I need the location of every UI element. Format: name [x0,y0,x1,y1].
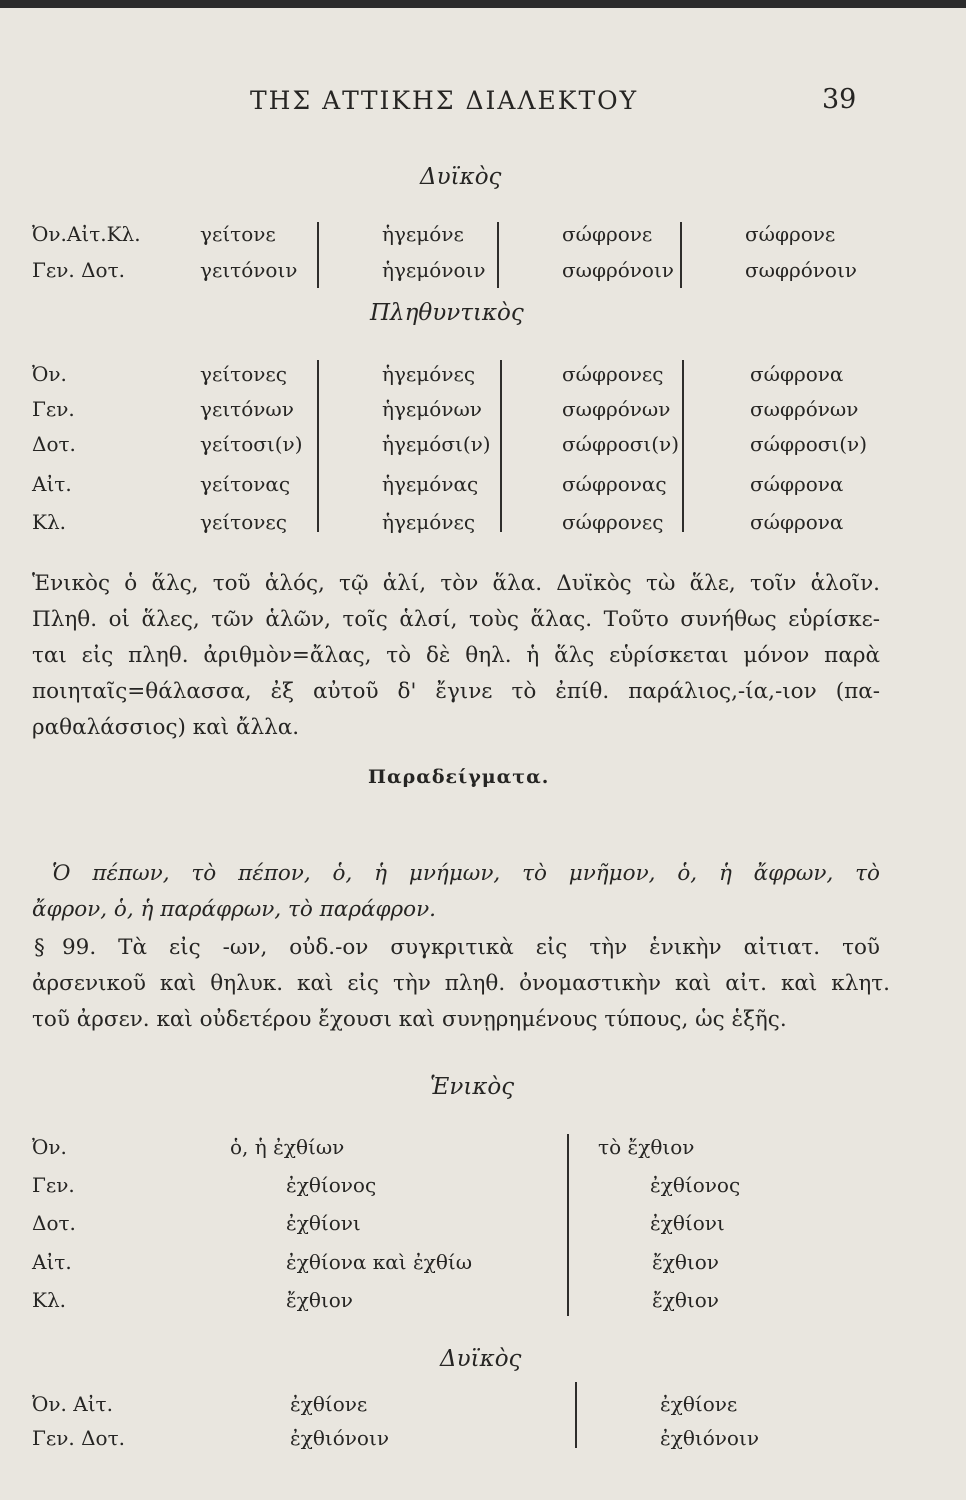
text-line: ραθαλάσσιος) καὶ ἄλλα. [32,715,300,740]
form-neuter: ἐχθίονε [660,1392,738,1416]
case-label: Αἰτ. [32,472,72,496]
form-sophron-neut: σωφρόνων [750,397,859,421]
page-number: 39 [822,84,857,115]
singular-heading-2: Ἑνικὸς [430,1074,515,1100]
form-hegemon: ἡγεμόσι(ν) [382,432,491,456]
column-divider [500,360,502,532]
form-geiton: γείτονας [200,472,291,496]
column-divider [317,222,319,288]
form-neuter: ἔχθιον [652,1250,719,1274]
form-sophron-neut: σώφρονα [750,472,844,496]
text-line: ποιηταῖς=θάλασσα, ἐξ αὐτοῦ δ' ἔγινε τὸ ἐπίθ. παράλιος,-ία,-ιον (πα- [32,679,880,704]
text-line: ἄφρον, ὁ, ἡ παράφρων, τὸ παράφρον. [32,897,437,922]
text-line: ἀρσενικοῦ καὶ θηλυκ. καὶ εἰς τὴν πληθ. ὀνομαστικὴν καὶ αἰτ. καὶ κλητ. [32,971,890,996]
case-label: Γεν. Δοτ. [32,1426,126,1450]
case-label: Γεν. [32,397,75,421]
form-masc-fem: ἐχθίονος [286,1173,377,1197]
dual-heading-2: Δυϊκὸς [440,1346,522,1372]
form-geiton: γειτόνοιν [200,258,298,282]
form-sophron-neut: σωφρόνοιν [745,258,857,282]
case-label: Κλ. [32,1288,66,1312]
case-label: Ὀν.Αἰτ.Κλ. [32,222,141,246]
section-99-body [32,966,890,1038]
column-divider [567,1134,569,1316]
case-label: Ὀν. [32,362,67,386]
form-sophron-masc: σώφρονας [562,472,667,496]
text-line: ται εἰς πληθ. ἀριθμὸν=ἄλας, τὸ δὲ θηλ. ἡ ἅλς εὑρίσκεται μόνον παρὰ [32,643,880,668]
case-label: Γεν. Δοτ. [32,258,126,282]
form-sophron-neut: σώφρονα [750,510,844,534]
form-neuter: τὸ ἔχθιον [598,1135,695,1159]
case-label: Αἰτ. [32,1250,72,1274]
form-neuter: ἐχθίονος [650,1173,741,1197]
form-sophron-masc: σώφρονε [562,222,653,246]
text-line: Ἑνικὸς ὁ ἅλς, τοῦ ἁλός, τῷ ἁλί, τὸν ἅλα. Δυϊκὸς τὼ ἅλε, τοῖν ἁλοῖν. [32,571,880,596]
form-hegemon: ἡγεμόνε [382,222,464,246]
paragraph-als [32,566,880,746]
form-geiton: γείτονες [200,362,287,386]
form-hegemon: ἡγεμόνων [382,397,482,421]
dual-heading-1: Δυϊκὸς [420,164,502,190]
form-masc-fem: ἐχθίονι [286,1211,361,1235]
form-geiton: γείτοσι(ν) [200,432,303,456]
text-line: Ὁ πέπων, τὸ πέπον, ὁ, ἡ μνήμων, τὸ μνῆμον, ὁ, ἡ ἄφρων, τὸ [52,861,880,886]
form-sophron-masc: σώφρονες [562,362,664,386]
column-divider [682,360,684,532]
form-masc-fem: ἔχθιον [286,1288,353,1312]
form-masc-fem: ἐχθίονε [290,1392,368,1416]
form-sophron-masc: σωφρόνοιν [562,258,674,282]
examples-paragraph-cont [32,892,880,928]
text-line: 99. Τὰ εἰς -ων, οὐδ.-ον συγκριτικὰ εἰς τὴν ἑνικὴν αἰτιατ. τοῦ [62,935,880,960]
column-divider [575,1382,577,1448]
form-geiton: γείτονε [200,222,276,246]
text-line: Πληθ. οἱ ἅλες, τῶν ἁλῶν, τοῖς ἁλσί, τοὺς ἅλας. Τοῦτο συνήθως εὑρίσκε- [32,607,880,632]
column-divider [317,360,319,532]
plural-heading-1: Πληθυντικὸς [370,300,524,326]
case-label: Κλ. [32,510,66,534]
form-sophron-neut: σώφρονε [745,222,836,246]
case-label: Ὀν. Αἰτ. [32,1392,113,1416]
form-neuter: ἐχθιόνοιν [660,1426,759,1450]
case-label: Δοτ. [32,432,76,456]
column-divider [497,222,499,288]
form-sophron-neut: σώφροσι(ν) [750,432,868,456]
form-hegemon: ἡγεμόνοιν [382,258,486,282]
column-divider [680,222,682,288]
section-mark: § [34,935,45,960]
section-99-first [62,930,880,966]
form-neuter: ἐχθίονι [650,1211,725,1235]
form-hegemon: ἡγεμόνας [382,472,479,496]
form-masc-fem: ἐχθίονα καὶ ἐχθίω [286,1250,473,1274]
form-hegemon: ἡγεμόνες [382,362,476,386]
form-sophron-neut: σώφρονα [750,362,844,386]
form-masc-fem: ὁ, ἡ ἐχθίων [230,1135,345,1159]
examples-paragraph [52,856,880,892]
case-label: Γεν. [32,1173,75,1197]
form-sophron-masc: σώφρονες [562,510,664,534]
form-sophron-masc: σωφρόνων [562,397,671,421]
text-line: τοῦ ἀρσεν. καὶ οὐδετέρου ἔχουσι καὶ συνῃρημένους τύπους, ὡς ἑξῆς. [32,1007,787,1032]
case-label: Δοτ. [32,1211,76,1235]
form-geiton: γειτόνων [200,397,294,421]
form-neuter: ἔχθιον [652,1288,719,1312]
examples-heading: Παραδείγματα. [368,766,550,788]
case-label: Ὀν. [32,1135,67,1159]
form-masc-fem: ἐχθιόνοιν [290,1426,389,1450]
form-sophron-masc: σώφροσι(ν) [562,432,680,456]
form-hegemon: ἡγεμόνες [382,510,476,534]
form-geiton: γείτονες [200,510,287,534]
running-title: ΤΗΣ ΑΤΤΙΚΗΣ ΔΙΑΛΕΚΤΟΥ [250,86,639,115]
